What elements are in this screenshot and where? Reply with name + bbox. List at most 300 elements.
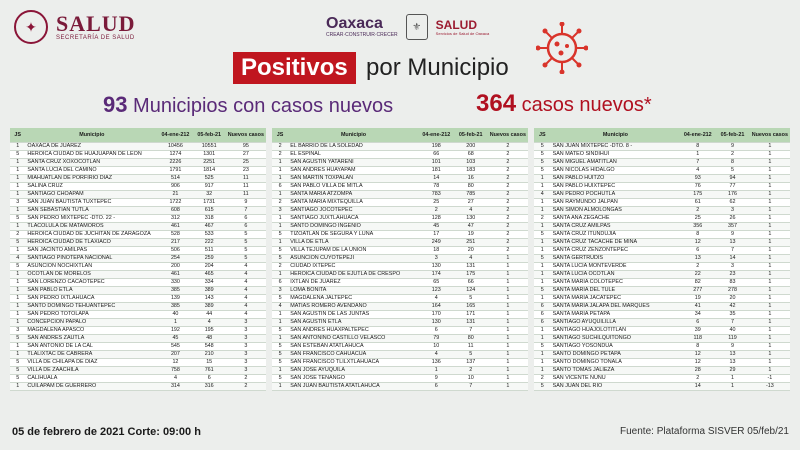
table-row (272, 270, 528, 278)
cell-d1: 123 (419, 286, 454, 294)
cell-js: 5 (272, 230, 288, 238)
cell-d1: 385 (158, 302, 192, 310)
cell-nuevos: 3 (226, 366, 266, 374)
cell-nuevos: 2 (488, 230, 528, 238)
cell-d1: 200 (158, 262, 192, 270)
table-row (10, 166, 266, 174)
column-header-js: JS (272, 128, 288, 142)
cell-municipio: TIZOATLAN DE SEGURA Y LUNA (288, 230, 419, 238)
cell-municipio: SAN MIGUEL AMATITLAN (551, 158, 681, 166)
table-row (534, 238, 790, 246)
cell-d2: 13 (715, 358, 749, 366)
cell-d2: 3 (715, 206, 749, 214)
cell-js: 4 (534, 190, 551, 198)
cell-js: 1 (10, 246, 25, 254)
cell-municipio: SANTIAGO JUXTLAHUACA (288, 214, 419, 222)
mexico-seal-icon: ✦ (14, 10, 48, 44)
cell-js: 1 (272, 222, 288, 230)
cell-d1: 249 (419, 238, 454, 246)
cell-js: 5 (272, 254, 288, 262)
cell-js: 5 (10, 238, 25, 246)
cell-d2: 77 (715, 182, 749, 190)
table-row (10, 374, 266, 382)
municipalities-count: 93 (103, 92, 128, 117)
cell-municipio: SANTIAGO AYUQUILILLA (551, 318, 681, 326)
table-row (534, 206, 790, 214)
cell-d1: 906 (158, 182, 192, 190)
cell-d2: 19 (454, 230, 488, 238)
cell-municipio: SAN PABLO HUIXTEPEC (551, 182, 681, 190)
cell-d2: 4 (193, 318, 226, 326)
cell-municipio: MATIAS ROMERO AVENDAÑO (288, 302, 419, 310)
table-row (534, 366, 790, 374)
cell-js: 1 (534, 358, 551, 366)
cell-d2: 83 (715, 278, 749, 286)
cell-nuevos: 5 (226, 230, 266, 238)
cell-d2: 5 (454, 350, 488, 358)
table-row (272, 326, 528, 334)
cell-js: 1 (534, 350, 551, 358)
cell-d2: 48 (193, 334, 226, 342)
cell-municipio: SAN JUAN MIXTEPEC -DTO. 8 - (551, 142, 681, 150)
table-row (534, 358, 790, 366)
cell-d1: 93 (680, 174, 715, 182)
column-header-d1: 04-ene-212 (680, 128, 715, 142)
cell-js: 2 (10, 230, 25, 238)
cell-d2: 615 (193, 206, 226, 214)
cell-municipio: SAN PEDRO POCHUTLA (551, 190, 681, 198)
cell-nuevos: 1 (750, 254, 790, 262)
cell-js: 1 (10, 342, 25, 350)
cell-municipio: TLACOLULA DE MATAMOROS (25, 222, 158, 230)
column-header-d2: 05-feb-21 (454, 128, 488, 142)
cell-municipio: SANTA CRUZ ZENZONTEPEC (551, 246, 681, 254)
cell-d2: 130 (454, 214, 488, 222)
cell-d2: 1 (715, 374, 749, 382)
table-row (10, 214, 266, 222)
cell-d1: 118 (680, 334, 715, 342)
cell-municipio: SANTA MARIA JACATEPEC (551, 294, 681, 302)
table-row (272, 350, 528, 358)
column-header-municipio: Municipio (25, 128, 158, 142)
cell-nuevos: 25 (226, 158, 266, 166)
table-row (272, 142, 528, 150)
cell-d2: 1 (715, 382, 749, 390)
cell-d2: 1814 (193, 166, 226, 174)
cell-d1: 25 (419, 198, 454, 206)
cell-municipio: HEROICA CIUDAD DE HUAJUAPAN DE LEON (25, 150, 158, 158)
table-row (10, 334, 266, 342)
cell-d2: 14 (715, 254, 749, 262)
cell-js: 1 (10, 350, 25, 358)
cell-nuevos: 4 (226, 294, 266, 302)
table-row (272, 158, 528, 166)
cell-d1: 783 (419, 190, 454, 198)
cell-js: 6 (534, 302, 551, 310)
cell-nuevos: 1 (750, 342, 790, 350)
cell-d1: 8 (680, 230, 715, 238)
cell-nuevos: 1 (750, 326, 790, 334)
cell-nuevos: 1 (488, 366, 528, 374)
table-row (272, 166, 528, 174)
table-row (272, 310, 528, 318)
table-row (10, 230, 266, 238)
cell-d2: 2251 (193, 158, 226, 166)
cell-nuevos: 7 (226, 206, 266, 214)
cell-nuevos: 1 (750, 142, 790, 150)
cell-municipio: SANTA GERTRUDIS (551, 254, 681, 262)
cell-nuevos: 2 (488, 166, 528, 174)
cell-d1: 12 (680, 238, 715, 246)
cell-nuevos: 3 (226, 358, 266, 366)
table-row (534, 166, 790, 174)
cell-d1: 2 (680, 206, 715, 214)
table-row (10, 342, 266, 350)
cell-municipio: SANTA MARIA COLOTEPEC (551, 278, 681, 286)
cell-d1: 4 (419, 294, 454, 302)
cell-municipio: SAN JUAN BAUTISTA ATATLAHUCA (288, 382, 419, 390)
column-header-d1: 04-ene-212 (158, 128, 192, 142)
cell-nuevos: 3 (226, 334, 266, 342)
cell-nuevos: 1 (488, 262, 528, 270)
cell-municipio: SAN PEDRO MIXTEPEC -DTO. 22 - (25, 214, 158, 222)
sso-logo-subtitle: Servicios de Salud de Oaxaca (435, 30, 490, 36)
municipality-table-2 (272, 128, 528, 391)
cell-d2: 511 (193, 246, 226, 254)
salud-logo-text: SALUD (56, 11, 136, 36)
cell-js: 1 (10, 310, 25, 318)
cell-municipio: SAN PABLO ETLA (25, 286, 158, 294)
cell-d1: 545 (158, 342, 192, 350)
cell-d2: 68 (454, 150, 488, 158)
cell-nuevos: 2 (488, 222, 528, 230)
cell-js: 1 (534, 334, 551, 342)
cell-municipio: SANTA LUCIA DEL CAMINO (25, 166, 158, 174)
table-header-row (534, 128, 790, 142)
table-row (10, 222, 266, 230)
salud-logo (14, 10, 136, 44)
cell-nuevos: 2 (488, 182, 528, 190)
table-row (272, 374, 528, 382)
cell-nuevos: 4 (226, 286, 266, 294)
cell-nuevos: 1 (750, 358, 790, 366)
cell-d1: 41 (680, 302, 715, 310)
cell-d2: 10 (454, 374, 488, 382)
cell-d1: 170 (419, 310, 454, 318)
cell-d1: 136 (419, 358, 454, 366)
cell-js: 1 (534, 262, 551, 270)
state-seal-icon: ⚜ (406, 14, 428, 40)
table-row (272, 182, 528, 190)
table-row (534, 310, 790, 318)
table-row (10, 158, 266, 166)
column-header-js: JS (534, 128, 551, 142)
cell-d1: 9 (419, 374, 454, 382)
cell-js: 1 (272, 214, 288, 222)
table-row (10, 382, 266, 390)
cell-municipio: SAN ANTONINO CASTILLO VELASCO (288, 334, 419, 342)
cell-js: 1 (10, 318, 25, 326)
cell-nuevos: 1 (750, 270, 790, 278)
table-row (10, 358, 266, 366)
cell-nuevos: 1 (750, 230, 790, 238)
cell-nuevos: 1 (750, 238, 790, 246)
cell-nuevos: 2 (488, 158, 528, 166)
cell-nuevos: 1 (488, 294, 528, 302)
virus-icon (536, 22, 588, 74)
cell-d2: 131 (454, 262, 488, 270)
cell-nuevos: 5 (226, 246, 266, 254)
cell-js: 1 (10, 166, 25, 174)
table-row (534, 174, 790, 182)
cell-d2: 3 (715, 262, 749, 270)
cell-nuevos: 1 (488, 278, 528, 286)
cell-nuevos: 1 (750, 150, 790, 158)
cell-js: 5 (272, 350, 288, 358)
cell-municipio: SANTO DOMINGO INGENIO (288, 222, 419, 230)
cell-d2: 94 (715, 174, 749, 182)
cell-js: 1 (10, 190, 25, 198)
cell-nuevos: 2 (226, 382, 266, 390)
cell-d1: 34 (680, 310, 715, 318)
oaxaca-logo-subtitle: CREAR·CONSTRUIR·CRECER (326, 32, 398, 38)
table-row (272, 246, 528, 254)
cell-d1: 12 (680, 358, 715, 366)
cell-d1: 6 (419, 382, 454, 390)
cell-d1: 1791 (158, 166, 192, 174)
cell-d2: 389 (193, 286, 226, 294)
cell-js: 2 (534, 214, 551, 222)
cell-municipio: SAN NICOLAS HIDALGO (551, 166, 681, 174)
table-row (272, 278, 528, 286)
municipalities-text: Municipios con casos nuevos (133, 95, 394, 117)
table-row (10, 246, 266, 254)
cell-d2: 15 (193, 358, 226, 366)
cell-d1: 312 (158, 214, 192, 222)
table-row (10, 318, 266, 326)
cell-municipio: SAN SEBASTIAN TUTLA (25, 206, 158, 214)
cell-d1: 7 (680, 158, 715, 166)
cell-d1: 4 (158, 374, 192, 382)
cell-municipio: OCOTLAN DE MORELOS (25, 270, 158, 278)
cell-nuevos: 2 (488, 174, 528, 182)
cell-d1: 65 (419, 278, 454, 286)
cell-js: 1 (272, 270, 288, 278)
cell-d1: 17 (419, 230, 454, 238)
table-row (534, 302, 790, 310)
cell-d1: 139 (158, 294, 192, 302)
cell-municipio: CIUDAD IXTEPEC (288, 262, 419, 270)
cell-nuevos: 5 (226, 254, 266, 262)
cell-js: 3 (10, 326, 25, 334)
cell-nuevos: 1 (750, 278, 790, 286)
column-header-municipio: Municipio (288, 128, 419, 142)
cell-municipio: SANTO DOMINGO TONALA (551, 358, 681, 366)
cell-municipio: OAXACA DE JUAREZ (25, 142, 158, 150)
cell-nuevos: 2 (488, 198, 528, 206)
cell-municipio: CUILAPAM DE GUERRERO (25, 382, 158, 390)
cell-nuevos: 3 (226, 342, 266, 350)
salud-logo-subtitle: SECRETARÍA DE SALUD (56, 35, 135, 41)
cell-d1: 130 (419, 318, 454, 326)
cell-nuevos: 4 (226, 302, 266, 310)
cell-nuevos: 1 (750, 198, 790, 206)
cell-d2: 259 (193, 254, 226, 262)
cell-js: 2 (534, 374, 551, 382)
cell-nuevos: 1 (488, 318, 528, 326)
table-row (10, 182, 266, 190)
cell-municipio: HEROICA CIUDAD DE TLAXIACO (25, 238, 158, 246)
cell-municipio: SANTA MARIA DEL TULE (551, 286, 681, 294)
cell-municipio: MAGDALENA APASCO (25, 326, 158, 334)
cell-js: 1 (10, 270, 25, 278)
cell-d1: 2 (680, 262, 715, 270)
table-row (534, 318, 790, 326)
table-row (10, 302, 266, 310)
cell-d1: 19 (680, 294, 715, 302)
cell-d2: 6 (193, 374, 226, 382)
cell-js: 3 (272, 286, 288, 294)
table-header-row (10, 128, 266, 142)
cell-js: 5 (534, 166, 551, 174)
column-header-municipio: Municipio (551, 128, 681, 142)
table-row (272, 334, 528, 342)
cell-municipio: SAN ANDRES ZAUTLA (25, 334, 158, 342)
table-row (534, 222, 790, 230)
cell-d2: 13 (715, 238, 749, 246)
cell-js: 3 (272, 206, 288, 214)
table-row (10, 270, 266, 278)
cell-municipio: SAN JOSE TENANGO (288, 374, 419, 382)
cell-js: 5 (534, 254, 551, 262)
cell-js: 1 (10, 182, 25, 190)
cell-nuevos: 3 (226, 318, 266, 326)
cell-municipio: SAN FRANCISCO TLILXTLAHUACA (288, 358, 419, 366)
cell-nuevos: 1 (750, 318, 790, 326)
table-row (534, 158, 790, 166)
cell-nuevos: -13 (750, 382, 790, 390)
cell-d1: 13 (680, 254, 715, 262)
cell-municipio: ASUNCION NOCHIXTLAN (25, 262, 158, 270)
cell-d1: 18 (419, 246, 454, 254)
cell-js: 6 (272, 278, 288, 286)
cell-municipio: VILLA DE CHILAPA DE DIAZ (25, 358, 158, 366)
table-row (10, 326, 266, 334)
table-row (272, 206, 528, 214)
cell-municipio: SAN ANDRES HUAXPALTEPEC (288, 326, 419, 334)
cell-municipio: CALIHUALA (25, 374, 158, 382)
cases-count: 364 (476, 90, 517, 117)
cell-nuevos: 1 (750, 366, 790, 374)
cell-d1: 78 (419, 182, 454, 190)
cell-js: 5 (10, 214, 25, 222)
cell-municipio: IXTLAN DE JUAREZ (288, 278, 419, 286)
cell-d1: 1722 (158, 198, 192, 206)
table-row (10, 206, 266, 214)
cell-nuevos: 2 (488, 214, 528, 222)
cell-d2: 1301 (193, 150, 226, 158)
cell-nuevos: 95 (226, 142, 266, 150)
table-row (272, 382, 528, 390)
cell-municipio: SANTA ANA ZEGACHE (551, 214, 681, 222)
cell-js: 1 (534, 206, 551, 214)
cell-d1: 330 (158, 278, 192, 286)
cell-municipio: SAN ANTONIO DE LA CAL (25, 342, 158, 350)
cell-js: 5 (10, 366, 25, 374)
cutoff-date: 05 de febrero de 2021 Corte: 09:00 h (12, 426, 201, 438)
cell-d2: 7 (715, 246, 749, 254)
cell-d2: 44 (193, 310, 226, 318)
cell-d2: 176 (715, 190, 749, 198)
table-row (10, 198, 266, 206)
cell-js: 2 (272, 142, 288, 150)
cases-summary (476, 92, 652, 117)
cell-js: 6 (272, 182, 288, 190)
cell-municipio: LOMA BONITA (288, 286, 419, 294)
cell-d2: 251 (454, 238, 488, 246)
table-row (534, 350, 790, 358)
cell-d1: 14 (680, 382, 715, 390)
cell-js: 1 (10, 286, 25, 294)
cell-d1: 192 (158, 326, 192, 334)
table-row (534, 246, 790, 254)
cell-nuevos: 1 (750, 246, 790, 254)
table-row (272, 358, 528, 366)
cell-d2: 278 (715, 286, 749, 294)
cell-nuevos: 11 (226, 174, 266, 182)
cell-d2: 131 (454, 318, 488, 326)
cell-js: 5 (534, 286, 551, 294)
table-row (534, 190, 790, 198)
cell-nuevos: 1 (488, 382, 528, 390)
cell-d2: 5 (454, 294, 488, 302)
cell-js: 5 (534, 382, 551, 390)
cell-municipio: SAN FRANCISCO CAHUACUA (288, 350, 419, 358)
cell-d1: 198 (419, 142, 454, 150)
cell-js: 5 (10, 334, 25, 342)
cell-d1: 12 (158, 358, 192, 366)
cell-nuevos: 1 (750, 182, 790, 190)
cell-js: 1 (534, 182, 551, 190)
cell-nuevos: 1 (488, 374, 528, 382)
cell-js: 1 (534, 246, 551, 254)
cell-municipio: SAN JUAN BAUTISTA TUXTEPEC (25, 198, 158, 206)
table-row (272, 214, 528, 222)
cell-nuevos: 1 (750, 294, 790, 302)
table-row (272, 190, 528, 198)
cell-nuevos: 23 (226, 166, 266, 174)
table-row (272, 254, 528, 262)
cell-d1: 1274 (158, 150, 192, 158)
table-row (10, 310, 266, 318)
table-row (272, 238, 528, 246)
cell-nuevos: 1 (750, 214, 790, 222)
cell-d1: 22 (680, 270, 715, 278)
cell-municipio: SANTIAGO PINOTEPA NACIONAL (25, 254, 158, 262)
cell-d2: 183 (454, 166, 488, 174)
cell-d2: 917 (193, 182, 226, 190)
cell-js: 1 (10, 174, 25, 182)
cell-nuevos: 9 (226, 198, 266, 206)
cell-d2: 204 (193, 262, 226, 270)
table-row (272, 366, 528, 374)
cell-js: 5 (272, 374, 288, 382)
cell-d2: 533 (193, 230, 226, 238)
cell-municipio: SAN RAYMUNDO JALPAN (551, 198, 681, 206)
cell-d1: 25 (680, 214, 715, 222)
cell-js: 5 (534, 342, 551, 350)
cell-municipio: SANTA MARIA MIXTEQUILLA (288, 198, 419, 206)
